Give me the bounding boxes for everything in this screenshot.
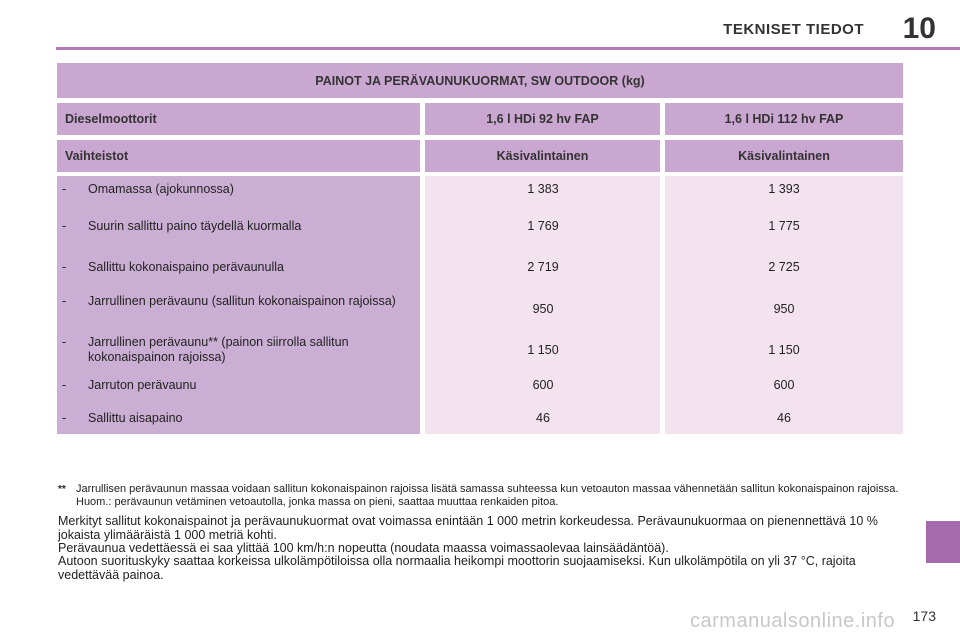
header-rule bbox=[56, 47, 960, 50]
table-cell: 950 bbox=[773, 302, 795, 316]
engine-col-1: 1,6 l HDi 92 hv FAP bbox=[425, 103, 660, 135]
table-cell: 46 bbox=[777, 411, 791, 425]
gearbox-col-1: Käsivalintainen bbox=[425, 140, 660, 172]
row-dash: - bbox=[62, 335, 67, 349]
table-row-label bbox=[62, 378, 422, 393]
body-paragraph: Merkityt sallitut kokonaispainot ja perävaunukuormat ovat voimassa enintään 1 000 metrin korkeudessa. Perävaunukuormaa on pienennettävä 10 % jokaista ylimääräistä 1 000 metriä kohti. bbox=[58, 514, 878, 542]
row-label-text: Jarrullinen perävaunu** (painon siirrolla sallitun kokonaispainon rajoissa) bbox=[88, 335, 349, 364]
table-cell: 1 383 bbox=[527, 182, 559, 196]
table-title: PAINOT JA PERÄVAUNUKUORMAT, SW OUTDOOR (kg) bbox=[57, 63, 903, 98]
table-row-label bbox=[62, 335, 422, 365]
row-label-text: Suurin sallittu paino täydellä kuormalla bbox=[88, 219, 302, 233]
page-number: 173 bbox=[912, 608, 936, 624]
table-row-label bbox=[62, 294, 422, 309]
engine-col-2: 1,6 l HDi 112 hv FAP bbox=[665, 103, 903, 135]
table-row-label bbox=[62, 411, 422, 426]
footnote-mark: ** bbox=[58, 484, 66, 495]
row-label-text: Sallittu kokonaispaino perävaunulla bbox=[88, 260, 284, 274]
table-cell: 1 393 bbox=[768, 182, 800, 196]
row-label-text: Omamassa (ajokunnossa) bbox=[88, 182, 234, 196]
table-cell: 950 bbox=[532, 302, 554, 316]
row-dash: - bbox=[62, 378, 67, 392]
watermark: carmanualsonline.info bbox=[690, 610, 896, 632]
body-paragraph: Autoon suorituskyky saattaa korkeissa ulkolämpötiloissa olla normaalia heikompi moottorin suojaamiseksi. Kun ulkolämpötila on yli 37 °C, rajoita vedettävää painoa. bbox=[58, 554, 856, 582]
row-dash: - bbox=[62, 182, 67, 196]
table-cell: 600 bbox=[532, 378, 554, 392]
table-row-label bbox=[62, 182, 422, 197]
table-cell: 1 150 bbox=[768, 343, 800, 357]
chapter-title: TEKNISET TIEDOT bbox=[723, 21, 864, 38]
table-cell: 1 769 bbox=[527, 219, 559, 233]
table-cell: 2 725 bbox=[768, 260, 800, 274]
table-cell: 1 775 bbox=[768, 219, 800, 233]
chapter-side-tab bbox=[926, 521, 960, 563]
table-cell: 1 150 bbox=[527, 343, 559, 357]
footnote-text: Jarrullisen perävaunun massaa voidaan sallitun kokonaispainon rajoissa lisätä samassa suhteessa kun vetoauton massaa vähennetään sallitun kokonaispainon rajoissa. Huom.: perävaunun vetäminen vetoautolla, jonka massa on pieni, saattaa muuttaa renkaiden pitoa. bbox=[76, 483, 899, 508]
table-cell: 2 719 bbox=[527, 260, 559, 274]
footnote bbox=[58, 483, 904, 509]
row-dash: - bbox=[62, 260, 67, 274]
table-row-label bbox=[62, 219, 422, 234]
row-label-text: Sallittu aisapaino bbox=[88, 411, 183, 425]
row-label-text: Jarruton perävaunu bbox=[88, 378, 197, 392]
row-dash: - bbox=[62, 219, 67, 233]
chapter-number: 10 bbox=[902, 12, 936, 45]
row-dash: - bbox=[62, 294, 67, 308]
gearbox-col-2: Käsivalintainen bbox=[665, 140, 903, 172]
table-cell: 600 bbox=[773, 378, 795, 392]
row-label-text: Jarrullinen perävaunu (sallitun kokonaispainon rajoissa) bbox=[88, 294, 396, 308]
table-row-label bbox=[62, 260, 422, 275]
row-dash: - bbox=[62, 411, 67, 425]
gearbox-row-label: Vaihteistot bbox=[57, 140, 420, 172]
engine-row-label: Dieselmoottorit bbox=[57, 103, 420, 135]
body-paragraph: Perävaunua vedettäessä ei saa ylittää 100 km/h:n nopeutta (noudata maassa voimassaolevaa lainsäädäntöä). bbox=[58, 541, 669, 555]
table-cell: 46 bbox=[536, 411, 550, 425]
